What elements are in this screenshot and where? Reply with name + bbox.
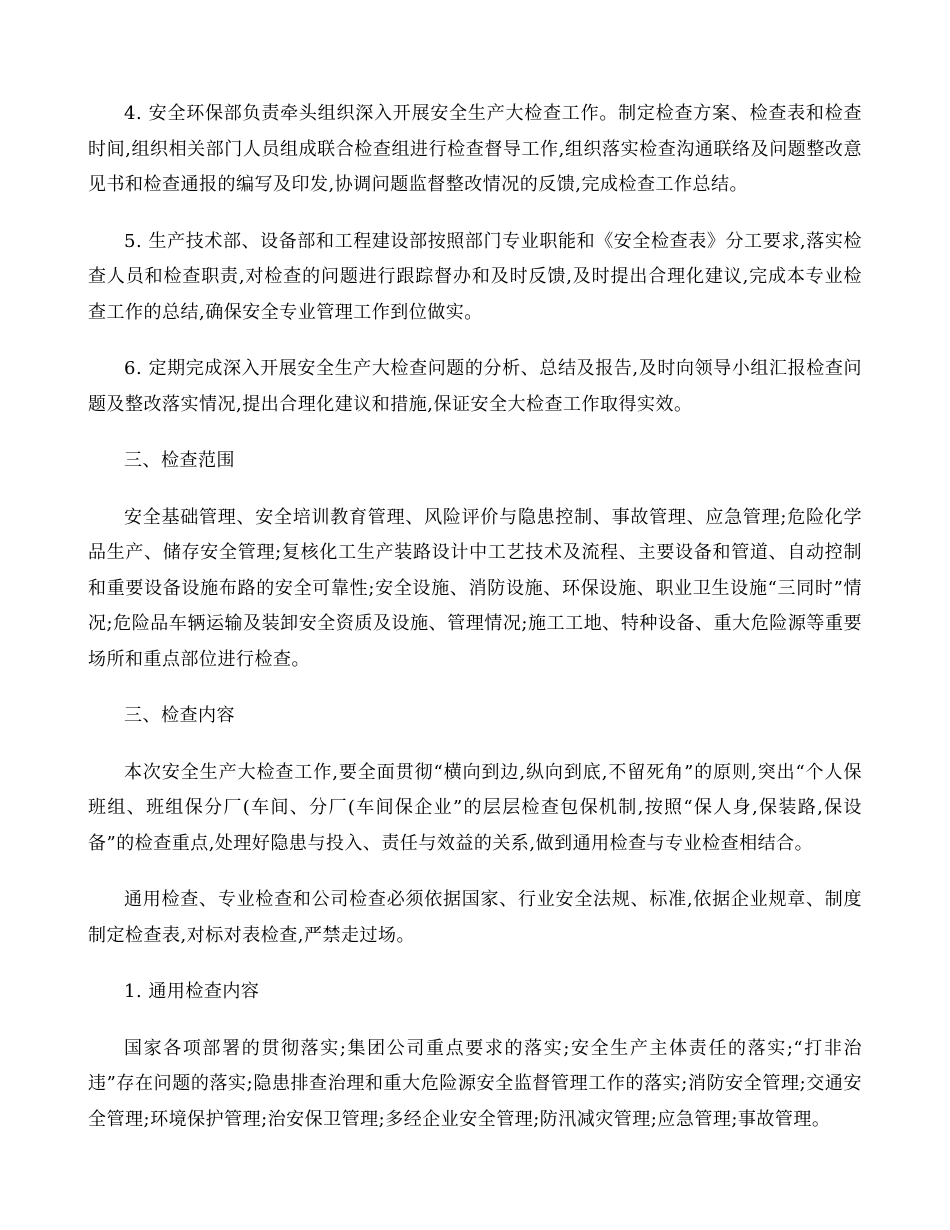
- document-body: [88, 96, 862, 1158]
- paragraph-item-6: 6. 定期完成深入开展安全生产大检查问题的分析、总结及报告,及时向领导小组汇报检查问题及整改落实情况,提出合理化建议和措施,保证安全大检查工作取得实效。: [88, 358, 862, 415]
- paragraph-item-5: 5. 生产技术部、设备部和工程建设部按照部门专业职能和《安全检查表》分工要求,落实检查人员和检查职责,对检查的问题进行跟踪督办和及时反馈,及时提出合理化建议,完成本专业检查工作的总结,确保安全专业管理工作到位做实。: [88, 230, 862, 323]
- paragraph-content-principle: 本次安全生产大检查工作,要全面贯彻“横向到边,纵向到底,不留死角”的原则,突出“个人保班组、班组保分厂(车间、分厂(车间保企业”的层层检查包保机制,按照“保人身,保装路,保设备”的检查重点,处理好隐患与投入、责任与效益的关系,做到通用检查与专业检查相结合。: [88, 761, 862, 854]
- section-heading-scope: 三、检查范围: [124, 450, 235, 471]
- subsection-heading-general: 1. 通用检查内容: [124, 981, 260, 1002]
- paragraph-item-4: 4. 安全环保部负责牵头组织深入开展安全生产大检查工作。制定检查方案、检查表和检查时间,组织相关部门人员组成联合检查组进行检查督导工作,组织落实检查沟通联络及问题整改意见书和检查通报的编写及印发,协调问题监督整改情况的反馈,完成检查工作总结。: [88, 103, 862, 195]
- section-heading-content: 三、检查内容: [124, 705, 235, 726]
- paragraph-content-basis: 通用检查、专业检查和公司检查必须依据国家、行业安全法规、标准,依据企业规章、制度制定检查表,对标对表检查,严禁走过场。: [88, 889, 862, 946]
- paragraph-scope: 安全基础管理、安全培训教育管理、风险评价与隐患控制、事故管理、应急管理;危险化学品生产、储存安全管理;复核化工生产装路设计中工艺技术及流程、主要设备和管道、自动控制和重要设备设施布路的安全可靠性;安全设施、消防设施、环保设施、职业卫生设施“三同时”情况;危险品车辆运输及装卸安全资质及设施、管理情况;施工工地、特种设备、重大危险源等重要场所和重点部位进行检查。: [88, 506, 862, 670]
- paragraph-general-items: 国家各项部署的贯彻落实;集团公司重点要求的落实;安全生产主体责任的落实;“打非治违”存在问题的落实;隐患排查治理和重大危险源安全监督管理工作的落实;消防安全管理;交通安全管理;环境保护管理;治安保卫管理;多经企业安全管理;防汛减灾管理;应急管理;事故管理。: [88, 1037, 862, 1130]
